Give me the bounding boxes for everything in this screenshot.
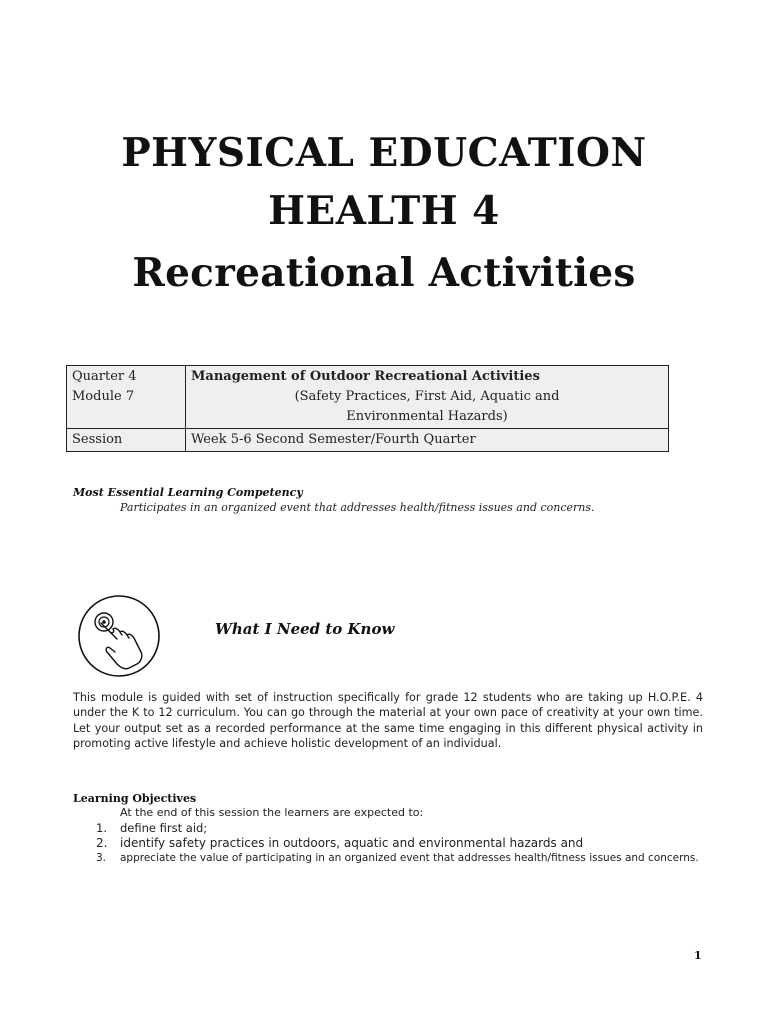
section-heading-what-i-need-to-know: What I Need to Know [215,620,395,638]
intro-paragraph: This module is guided with set of instruction specifically for grade 12 students who are taking up H.O.P.E. 4 under the K to 12 curriculum. You can go through the material at your own pace of creativity at your own time. Let your output set as a recorded performance at the same time engaging in this different physical activity in promoting active lifestyle and achieve holistic development of an individual. [73,691,703,750]
list-item-number: 3. [96,852,107,864]
module-info-table [66,365,669,452]
module-label: Module 7 [72,389,135,404]
module-title: Management of Outdoor Recreational Activities [191,369,540,384]
melc-heading: Most Essential Learning Competency [73,486,303,499]
list-item-text: appreciate the value of participating in an organized event that addresses health/fitness issues and concerns. [120,852,699,864]
list-item [96,821,716,836]
list-item-text: identify safety practices in outdoors, aquatic and environmental hazards and [120,836,584,850]
table-row-module [67,366,669,429]
list-item-text: define first aid; [120,821,208,835]
module-subtitle-line-2: Environmental Hazards) [346,409,508,424]
session-value: Week 5-6 Second Semester/Fourth Quarter [186,429,669,452]
title-line-1: PHYSICAL EDUCATION [121,130,647,176]
touch-hand-icon [77,594,161,678]
list-item [96,836,716,851]
quarter-label: Quarter 4 [72,369,137,384]
melc-text: Participates in an organized event that addresses health/fitness issues and concerns. [120,501,595,514]
session-label: Session [67,429,186,452]
learning-objectives-list [96,821,716,865]
page-number: 1 [694,949,702,962]
learning-objectives-heading: Learning Objectives [73,792,197,805]
list-item-number: 2. [96,836,108,850]
module-title-cell [186,366,669,429]
list-item-number: 1. [96,821,107,835]
table-row-session [67,429,669,452]
module-subtitle-line-1: (Safety Practices, First Aid, Aquatic and [294,389,560,404]
title-line-3: Recreational Activities [132,250,636,296]
list-item [96,851,716,865]
learning-objectives-intro: At the end of this session the learners are expected to: [120,806,424,819]
quarter-module-cell [67,366,186,429]
title-line-2: HEALTH 4 [268,188,500,234]
